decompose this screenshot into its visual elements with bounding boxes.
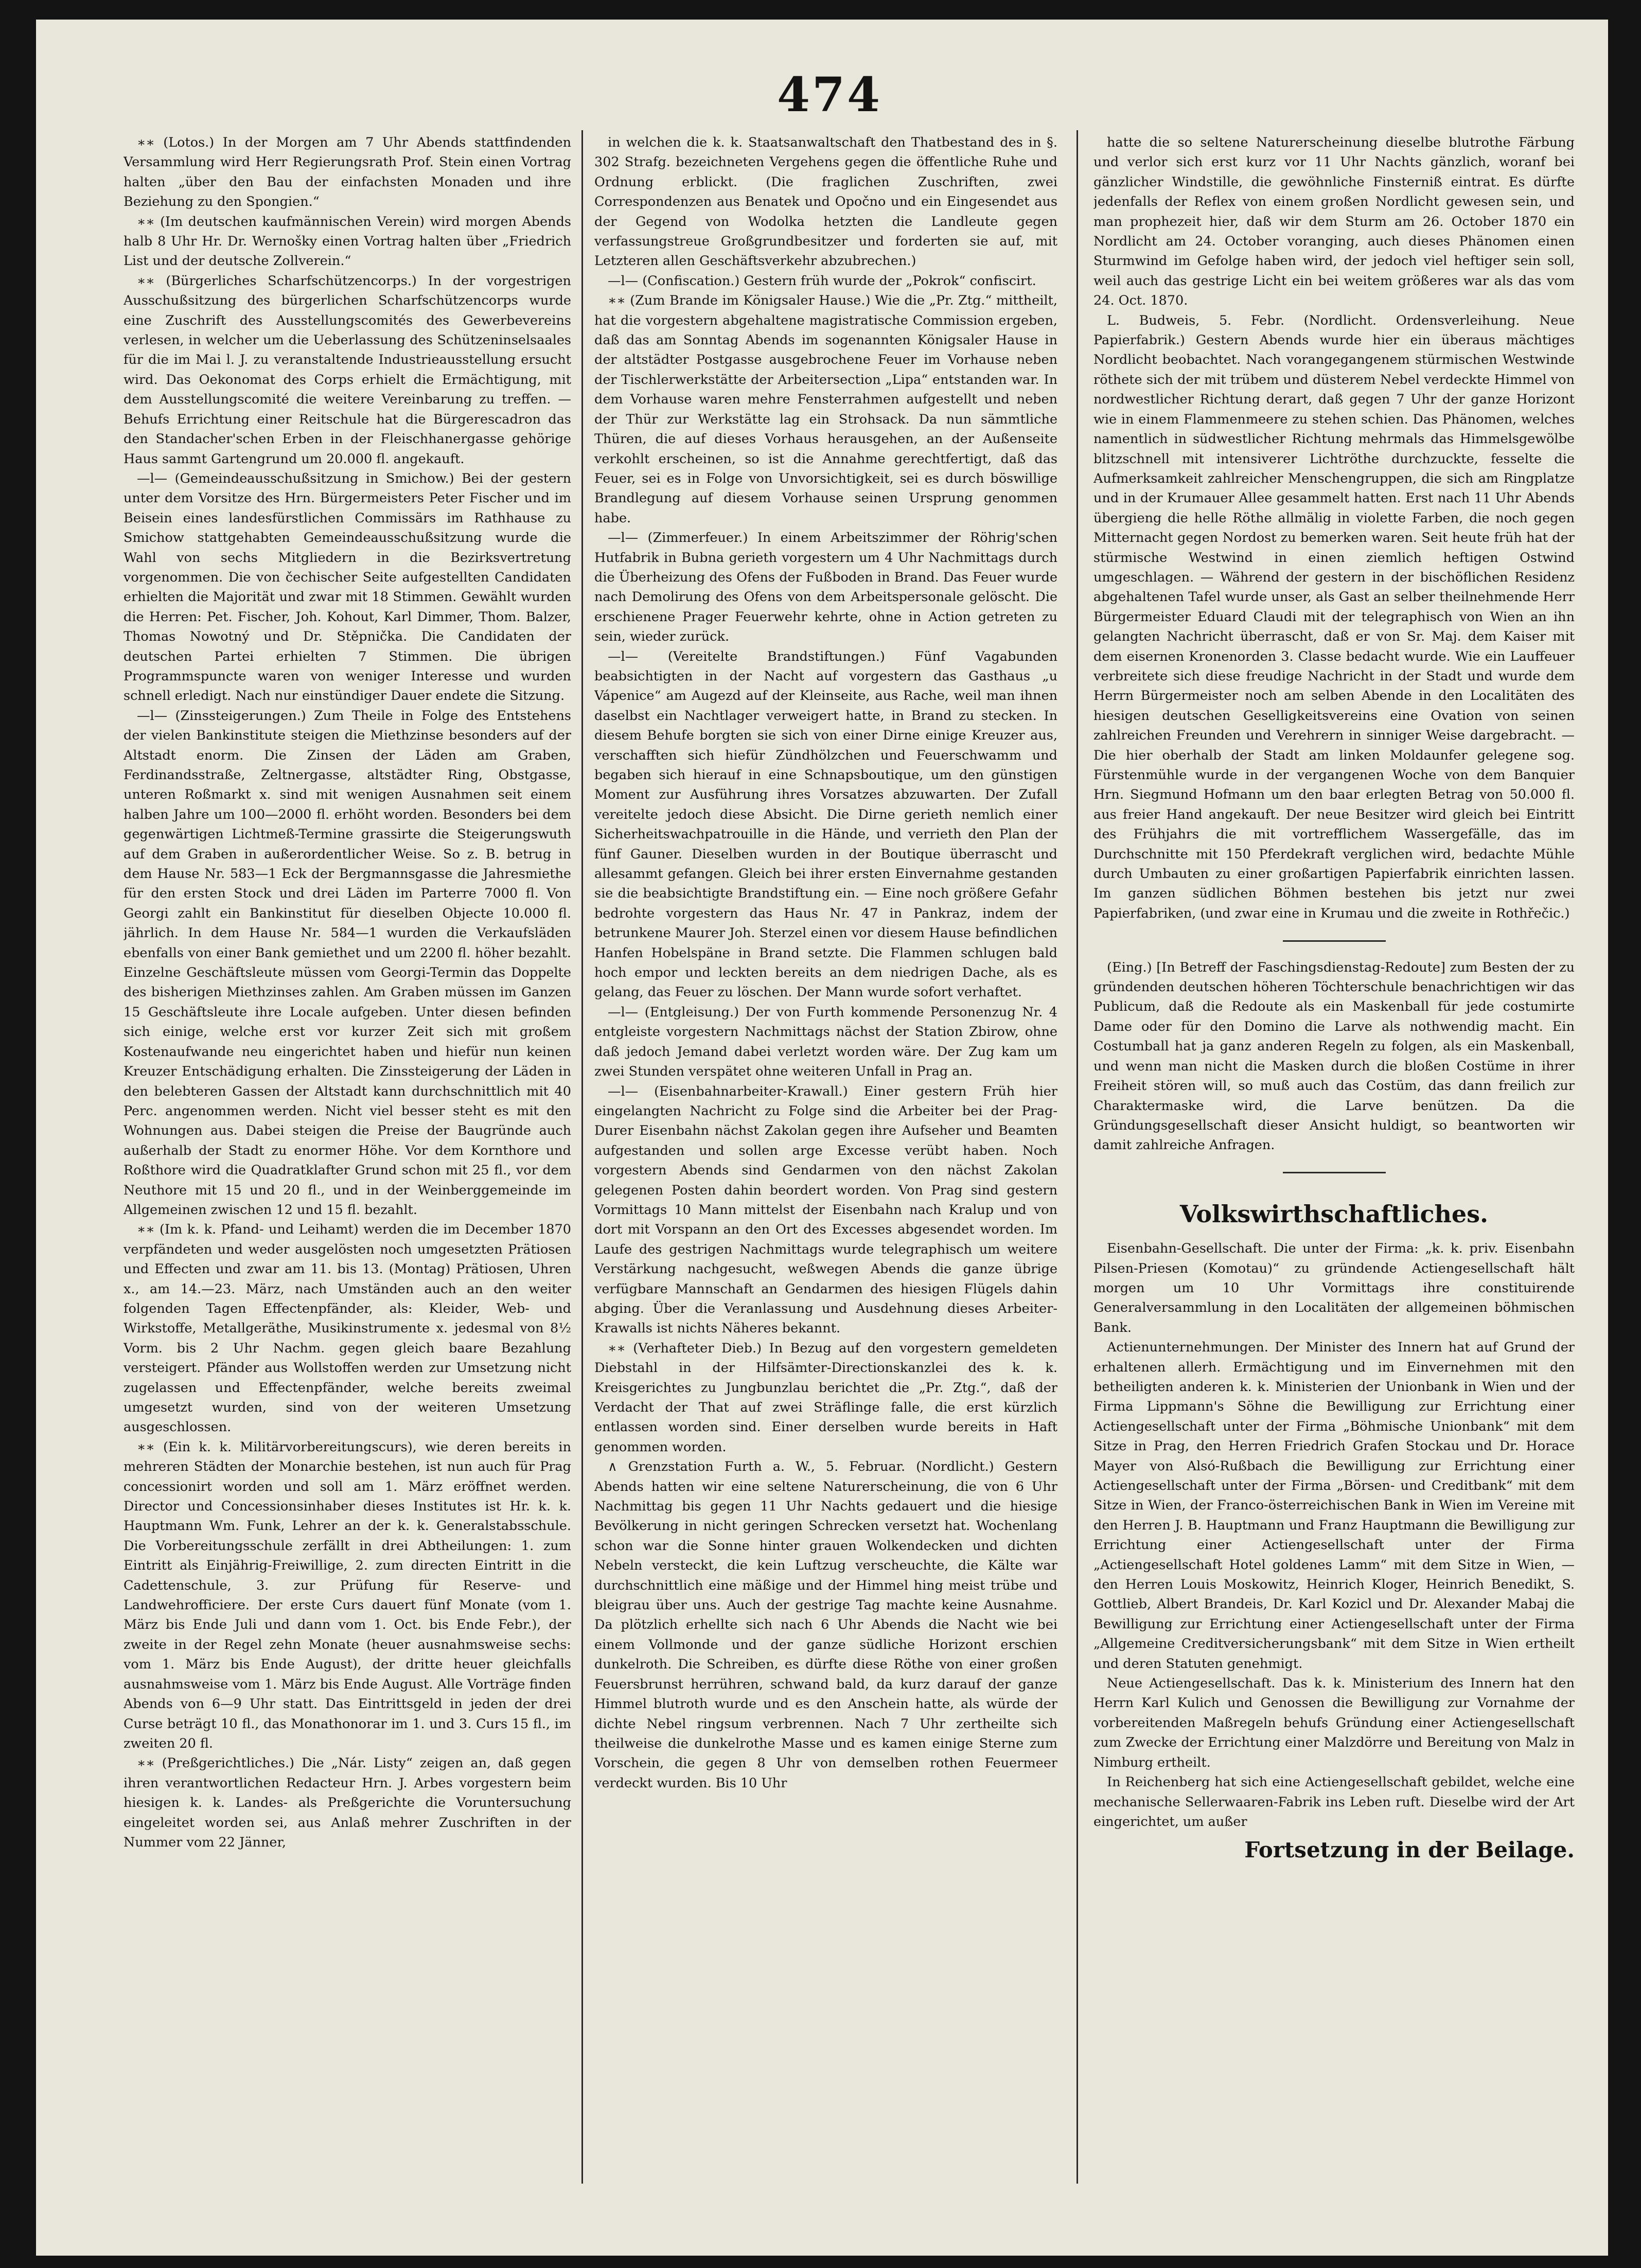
article-scharfschuetzencorps: ∗∗ (Bürgerliches Scharfschützencorps.) In der vorgestrigen Ausschußsitzung des bürgerlichen Scharfschützencorps wurde eine Zuschrift des Ausstellungscomités des Gewerbevereins verlesen, in welcher um die Ueberlassung des Schützeninselsaales für die im Mai l. J. zu veranstaltende Industrieausstellung ersucht wird. Das Oekonomat des Corps erhielt die Ermächtigung, mit dem Ausstellungscomité die weitere Vereinbarung zu treffen. — Behufs Errichtung einer Reitschule hat die Bürgerescadron das den Standacher'schen Erben in der Fleischhanergasse gehörige Haus sammt Gartengrund um 20.000 fl. angekauft. [123,273,571,467]
newspaper-page [36,20,1608,2256]
article-actienunternehmungen: Actienunternehmungen. Der Minister des Innern hat auf Grund der erhaltenen allerh. Ermächtigung und im Einvernehmen mit den betheiligten anderen k. k. Ministerien der Unionbank in Wien und der Firma Lippmann's Söhne die Bewilligung zur Errichtung einer Actiengesellschaft unter der Firma „Böhmische Unionbank“ mit dem Sitze in Prag, den Herren Friedrich Grafen Stockau und Dr. Horace Mayer von Alsó-Rußbach die Bewilligung zur Errichtung einer Actiengesellschaft unter der Firma „Börsen- und Creditbank“ mit dem Sitze in Wien, der Franco-österreichischen Bank in Wien im Vereine mit den Herren J. B. Hauptmann und Franz Hauptmann die Bewilligung zur Errichtung einer Actiengesellschaft unter der Firma „Actiengesellschaft Hotel goldenes Lamm“ mit dem Sitze in Wien, — den Herren Louis Moskowitz, Heinrich Kloger, Heinrich Benedikt, S. Gottlieb, Albert Brandeis, Dr. Karl Kozicl und Dr. Alexander Mabaj die Bewilligung zur Errichtung einer Actiengesellschaft unter der Firma „Allgemeine Creditversicherungsbank“ mit dem Sitze in Wien ertheilt und deren Statuten genehmigt. [1093,1340,1575,1672]
separator [1093,930,1575,950]
article-reichenberg: In Reichenberg hat sich eine Actiengesellschaft gebildet, welche eine mechanische Sellerwaaren-Fabrik ins Leben ruft. Dieselbe wird der Art eingerichtet, um außer [1093,1774,1575,1830]
article-entgleisung: —l— (Entgleisung.) Der von Furth kommende Personenzug Nr. 4 entgleiste vorgestern Nachmittags nächst der Station Zbirow, ohne daß jedoch Jemand dabei verletzt worden wäre. Der Zug kam um zwei Stunden verspätet ohne weiteren Unfall in Prag an. [594,1004,1057,1080]
column-divider [581,130,583,2184]
article-pressgericht: ∗∗ (Preßgerichtliches.) Die „Nár. Listy“ zeigen an, daß gegen ihren verantwortlichen Redacteur Hrn. J. Arbes vorgestern beim hiesigen k. k. Landes- als Preßgerichte die Voruntersuchung eingeleitet worden sei, aus Anlaß mehrer Zuschriften in der Nummer vom 22 Jänner, [123,1755,571,1850]
article-neue-actiengesellschaft: Neue Actiengesellschaft. Das k. k. Ministerium des Innern hat den Herrn Karl Kulich und Genossen die Bewilligung zur Vornahme der vorbereitenden Maßregeln behufs Gründung einer Actiengesellschaft zum Zwecke der Errichtung einer Malzdörre und Bereitung von Malz in Nimburg ertheilt. [1093,1676,1575,1770]
column-3 [1093,133,1575,2181]
article-nordlicht-furth-cont: hatte die so seltene Naturerscheinung dieselbe blutrothe Färbung und verlor sich erst kurz vor 11 Uhr Nachts gänzlich, woranf bei gänzlicher Windstille, die gewöhnliche Finsterniß eintrat. Es dürfte jedenfalls der Reflex von einem großen Nordlicht gewesen sein, und man prophezeit hier, daß wir dem Sturm am 26. October 1870 ein Nordlicht am 24. October voranging, auch dieses Phänomen einen Sturmwind im Gefolge haben wird, der jedoch viel heftiger sein soll, weil auch das gestrige Licht ein bei weitem größeres war als das vom 24. Oct. 1870. [1093,135,1575,309]
article-redoute: (Eing.) [In Betreff der Faschingsdienstag-Redoute] zum Besten der zu gründenden deutschen höheren Töchterschule benachrichtigen wir das Publicum, daß die Redoute als ein Maskenball für jede costumirte Dame oder für den Domino die Larve als nothwendig macht. Ein Costumball hat ja ganz anderen Regeln zu folgen, als ein Maskenball, und wenn man nicht die Masken durch die bloßen Costüme in ihrer Freiheit stören will, so muß auch das Costüm, das dann freilich zur Charaktermaske wird, die Larve benützen. Da die Gründungsgesellschaft dieser Ansicht huldigt, so beantworten wir damit zahlreiche Anfragen. [1093,959,1575,1153]
article-krawall: —l— (Eisenbahnarbeiter-Krawall.) Einer gestern Früh hier eingelangten Nachricht zu Folge sind die Arbeiter bei der Prag-Durer Eisenbahn nächst Zakolan gegen ihre Aufseher und Beamten aufgestanden und sollen arge Excesse verübt haben. Noch vorgestern Abends sind Gendarmen von den nächst Zakolan gelegenen Posten dahin beordert worden. Von Prag sind gestern Vormittags 10 Mann mittelst der Eisenbahn nach Kralup und von dort mit Vorspann an den Ort des Excesses abgesendet worden. Im Laufe des gestrigen Nachmittags wurde telegraphisch um weitere Verstärkung nachgesucht, weßwegen Abends die ganze übrige verfügbare Mannschaft an Gendarmen des hiesigen Flügels dahin abging. Über die Veranlassung und Ausdehnung dieses Arbeiter-Krawalls ist nichts Näheres bekannt. [594,1083,1057,1337]
section-heading: Volkswirthschaftliches. [1179,1200,1489,1228]
article-nordlicht-furth: ∧ Grenzstation Furth a. W., 5. Februar. (Nordlicht.) Gestern Abends hatten wir eine seltene Naturerscheinung, die von 6 Uhr Nachmittag bis gegen 11 Uhr Nachts gedauert und die hiesige Bevölkerung in nicht geringen Schrecken versetzt hat. Wochenlang schon war die Sonne hinter grauen Wolkendecken und dichten Nebeln versteckt, die kein Luftzug verscheuchte, die Kälte war durchschnittlich eine mäßige und der Himmel hing meist trübe und bleigrau über uns. Auch der gestrige Tag machte keine Ausnahme. Da plötzlich erhellte sich nach 6 Uhr Abends die Nacht wie bei einem Vollmonde und der ganze südliche Horizont erschien dunkelroth. Die Schreiben, es dürfte diese Röthe von einer großen Feuersbrunst herrühren, schwand bald, da kurz darauf der ganze Himmel blutroth wurde und es den Anschein hatte, als würde der dichte Nebel ringsum verbrennen. Nach 7 Uhr zertheilte sich theilweise die dunkelrothe Masse und es kamen einige Sterne zum Vorschein, die gegen 8 Uhr von demselben rothen Feuermeer verdeckt wurden. Bis 10 Uhr [594,1459,1057,1791]
article-eisenbahn-gesellschaft: Eisenbahn-Gesellschaft. Die unter der Firma: „k. k. priv. Eisenbahn Pilsen-Priesen (Komotau)“ zu gründende Actiengesellschaft hält morgen um 10 Uhr Vormittags ihre constituirende Generalversammlung in den Localitäten der allgemeinen böhmischen Bank. [1093,1241,1575,1335]
article-smichow: —l— (Gemeindeausschußsitzung in Smichow.) Bei der gestern unter dem Vorsitze des Hrn. Bürgermeisters Peter Fischer und im Beisein eines landesfürstlichen Commissärs im Rathhause zu Smichow stattgehabten Gemeindeausschußsitzung wurde die Wahl von sechs Mitgliedern in die Bezirksvertretung vorgenommen. Die von čechischer Seite aufgestellten Candidaten erhielten die Majorität und zwar mit 18 Stimmen. Gewählt wurden die Herren: Pet. Fischer, Joh. Kohout, Karl Dimmer, Thom. Balzer, Thomas Nowotný und Dr. Stěpnička. Die Candidaten der deutschen Partei erhielten 7 Stimmen. Die übrigen Programmspuncte waren von weniger Interesse und wurden schnell erledigt. Nach nur einstündiger Dauer endete die Sitzung. [123,470,571,704]
column-divider [1077,130,1078,2184]
article-kaufmaennischer-verein: ∗∗ (Im deutschen kaufmännischen Verein) wird morgen Abends halb 8 Uhr Hr. Dr. Wernošky einen Vortrag halten über „Friedrich List und der deutsche Zollverein.“ [123,214,571,269]
article-dieb: ∗∗ (Verhafteter Dieb.) In Bezug auf den vorgestern gemeldeten Diebstahl in der Hilfsämter-Directionskanzlei des k. k. Kreisgerichtes zu Jungbunzlau berichtet die „Pr. Ztg.“, daß der Verdacht der That auf zwei Sträflinge falle, die erst kürzlich entlassen worden sind. Einer derselben wurde bereits in Haft genommen worden. [594,1340,1057,1455]
article-budweis: L. Budweis, 5. Febr. (Nordlicht. Ordensverleihung. Neue Papierfabrik.) Gestern Abends wurde hier ein überaus mächtiges Nordlicht beobachtet. Nach vorangegangenem stürmischen Westwinde röthete sich der mit trübem und düsterem Nebel verdeckte Himmel von nordwestlicher Richtung derart, daß gegen 7 Uhr der ganze Horizont wie in einem Flammenmeere zu stehen schien. Das Phänomen, welches namentlich in südwestlicher Richtung mehrmals das Himmelsgewölbe blitzschnell mit intensiverer Lichtröthe durchzuckte, fesselte die Aufmerksamkeit zahlreicher Menschengruppen, die sich am Ringplatze und in der Krumauer Allee gesammelt hatten. Erst nach 11 Uhr Abends übergieng die helle Röthe allmälig in violette Farben, die noch gegen Mitternacht gegen Nordost zu bemerken waren. Seit heute früh hat der stürmische Westwind in einen ziemlich heftigen Ostwind umgeschlagen. — Während der gestern in der bischöflichen Residenz abgehaltenen Tafel wurde unser, als Gast an selber theilnehmende Herr Bürgermeister Eduard Claudi mit der telegraphisch von Wien an ihn gelangten Nachricht überrascht, daß er von Sr. Maj. dem Kaiser mit dem eisernen Kronenorden 3. Classe bedacht wurde. Wie ein Lauffeuer verbreitete sich diese freudige Nachricht in der Stadt und wurde dem Herrn Bürgermeister noch am selben Abende in den Localitäten des hiesigen deutschen Geselligkeitsvereins eine Ovation von seinen zahlreichen Freunden und Verehrern in sinniger Weise dargebracht. — Die hier oberhalb der Stadt am linken Moldaunfer gelegene sog. Fürstenmühle wurde in der vergangenen Woche von dem Banquier Hrn. Siegmund Hofmann um den baar erlegten Betrag von 50.000 fl. aus freier Hand angekauft. Der neue Besitzer wird gleich bei Eintritt des Frühjahrs die mit vortrefflichem Wassergefälle, das im Durchschnitte mit 150 Pferdekraft verglichen wird, bedachte Mühle durch Umbauten zu einer großartigen Papierfabrik einrichten lassen. Im ganzen südlichen Böhmen bestehen bis jetzt nur zwei Papierfabriken, (und zwar eine in Krumau und die zweite in Rothřečic.) [1093,312,1575,921]
column-1 [123,133,571,2181]
article-zinssteigerungen: —l— (Zinssteigerungen.) Zum Theile in Folge des Entstehens der vielen Bankinstitute steigen die Miethzinse besonders auf der Altstadt enorm. Die Zinsen der Läden am Graben, Ferdinandsstraße, Zeltnergasse, altstädter Ring, Obstgasse, unteren Roßmarkt x. sind mit wenigen Ausnahmen seit einem halben Jahre um 100—2000 fl. erhöht worden. Besonders bei dem gegenwärtigen Lichtmeß-Termine grassirte die Steigerungswuth auf dem Graben in außerordentlicher Weise. So z. B. betrug in dem Hause Nr. 583—1 Eck der Bergmannsgasse die Jahresmiethe für den ersten Stock und drei Läden im Parterre 7000 fl. Von Georgi zahlt ein Bankinstitut für dieselben Objecte 10.000 fl. jährlich. In dem Hause Nr. 584—1 wurden die Verkaufsläden ebenfalls von einer Bank gemiethet und um 2200 fl. höher bezahlt. Einzelne Geschäftsleute müssen vom Georgi-Termin das Doppelte des bisherigen Miethzinses zahlen. Am Graben müssen im Ganzen 15 Geschäftsleute ihre Locale aufgeben. Unter diesen befinden sich einige, welche erst vor kurzer Zeit sich mit großem Kostenaufwande neu eingerichtet haben und hiefür nun keinen Kreuzer Entschädigung erhalten. Die Zinssteigerung der Läden in den belebteren Gassen der Altstadt kann durchschnittlich mit 40 Perc. angenommen werden. Nicht viel besser steht es mit den Wohnungen aus. Dabei steigen die Preise der Baugründe auch außerhalb der Stadt zu enormer Höhe. Vor dem Kornthore und Roßthore wird die Quadratklafter Grund schon mit 25 fl., vor dem Neuthore mit 15 und 20 fl., und in der Weinberggemeinde im Allgemeinen zwischen 12 und 15 fl. bezahlt. [123,708,571,1218]
article-lotos: ∗∗ (Lotos.) In der Morgen am 7 Uhr Abends stattfindenden Versammlung wird Herr Regierungsrath Prof. Stein einen Vortrag halten „über den Bau der einfachsten Monaden und ihre Beziehung zu den Spongien.“ [123,135,571,210]
article-pfandamt: ∗∗ (Im k. k. Pfand- und Leihamt) werden die im December 1870 verpfändeten und weder ausgelösten noch umgesetzten Prätiosen und Effecten und zwar am 11. bis 13. (Montag) Prätiosen, Uhren x., am 14.—23. März, nach Umständen auch an den weiter folgenden Tagen Effectenpfänder, als: Kleider, Web- und Wirkstoffe, Metallgeräthe, Musikinstrumente x. jedesmal von 8½ Vorm. bis 2 Uhr Nachm. gegen gleich baare Bezahlung versteigert. Pfänder aus Wollstoffen werden zur Umsetzung nicht zugelassen und Effectenpfänder, welche bereits zweimal umgesetzt wurden, sind von der weiteren Umsetzung ausgeschlossen. [123,1222,571,1435]
article-confiscation: —l— (Confiscation.) Gestern früh wurde der „Pokrok“ confiscirt. [608,273,1036,289]
continuation-note: Fortsetzung in der Beilage. [1244,1837,1575,1863]
article-militaercurs: ∗∗ (Ein k. k. Militärvorbereitungscurs), wie deren bereits in mehreren Städten der Monarchie bestehen, ist nun auch für Prag concessionirt worden und soll am 1. März eröffnet werden. Director und Concessionsinhaber dieses Institutes ist Hr. k. k. Hauptmann Wm. Funk, Lehrer an der k. k. Generalstabsschule. Die Vorbereitungsschule zerfällt in drei Abtheilungen: 1. zum Eintritt als Einjährig-Freiwillige, 2. zum directen Eintritt in die Cadettenschule, 3. zur Prüfung für Reserve- und Landwehrofficiere. Der erste Curs dauert fünf Monate (vom 1. März bis Ende Juli und dann vom 1. Oct. bis Ende Febr.), der zweite in der Regel zehn Monate (heuer ausnahmsweise sechs: vom 1. März bis Ende August), der dritte heuer gleichfalls ausnahmsweise vom 1. März bis Ende August. Alle Vorträge finden Abends von 6—9 Uhr statt. Das Eintrittsgeld in jeden der drei Curse beträgt 10 fl., das Monathonorar im 1. und 3. Curs 15 fl., im zweiten 20 fl. [123,1439,571,1751]
article-zimmerfeuer: —l— (Zimmerfeuer.) In einem Arbeitszimmer der Röhrig'schen Hutfabrik in Bubna gerieth vorgestern um 4 Uhr Nachmittags durch die Überheizung des Ofens der Fußboden in Brand. Das Feuer wurde nach Demolirung des Ofens von dem Arbeitspersonale gelöscht. Die erschienene Prager Feuerwehr kehrte, ohne in Action getreten zu sein, wieder zurück. [594,530,1057,645]
separator [1093,1163,1575,1182]
article-pressgericht-cont: in welchen die k. k. Staatsanwaltschaft den Thatbestand des in §. 302 Strafg. bezeichneten Vergehens gegen die öffentliche Ruhe und Ordnung erblickt. (Die fraglichen Zuschriften, zwei Correspondenzen aus Benatek und Opočno und ein Eingesendet aus der Gegend von Wodolka hetzten die Landleute gegen verfassungstreue Großgrundbesitzer und forderten sie auf, mit Letzteren allen Geschäftsverkehr abzubrechen.) [594,135,1057,269]
article-brandstiftungen: —l— (Vereitelte Brandstiftungen.) Fünf Vagabunden beabsichtigten in der Nacht auf vorgestern das Gasthaus „u Vápenice“ am Augezd auf der Kleinseite, aus Rache, weil man ihnen daselbst ein Nachtlager verweigert hatte, in Brand zu stecken. In diesem Behufe borgten sie sich von einer Dirne einige Kreuzer aus, verschafften sich hiefür Zündhölzchen und Feuerschwamm und begaben sich hierauf in eine Schnapsboutique, um den günstigen Moment zur Ausführung ihres Vorsatzes abzuwarten. Der Zufall vereitelte jedoch diese Absicht. Die Dirne gerieth nemlich einer Sicherheitswachpatrouille in die Hände, und verrieth den Plan der fünf Gauner. Dieselben wurden in der Boutique überrascht und allesammt gefangen. Gleich bei ihrer ersten Einvernahme gestanden sie die beabsichtigte Brandstiftung ein. — Eine noch größere Gefahr bedrohte vorgestern das Haus Nr. 47 in Pankraz, indem der betrunkene Maurer Joh. Sterzel einen vor diesem Hause befindlichen Hanfen Hobelspäne in Brand setzte. Die Flammen schlugen bald hoch empor und leckten bereits an dem niedrigen Dache, als es gelang, das Feuer zu löschen. Der Mann wurde sofort verhaftet. [594,648,1057,1000]
column-2 [594,133,1057,2181]
page-number: 474 [777,67,883,122]
article-brand-koenigsaler: ∗∗ (Zum Brande im Königsaler Hause.) Wie die „Pr. Ztg.“ mittheilt, hat die vorgestern abgehaltene magistratische Commission ergeben, daß das am Sonntag Abends im sogenannten Königsaler Hause in der altstädter Postgasse ausgebrochene Feuer im Vorhause neben der Tischlerwerkstätte der Arbeitersection „Lipa“ entstanden war. In dem Vorhause waren mehre Fensterrahmen aufgestellt und neben der Thür zur Werkstätte lag ein Strohsack. Da nun sämmtliche Thüren, die auf dieses Vorhaus herausgehen, an der Außenseite verkohlt erscheinen, so ist die Annahme gerechtfertigt, daß das Feuer, sei es in Folge von Unvorsichtigkeit, sei es durch böswillige Brandlegung auf diesem Vorhause seinen Ursprung genommen habe. [594,293,1057,526]
